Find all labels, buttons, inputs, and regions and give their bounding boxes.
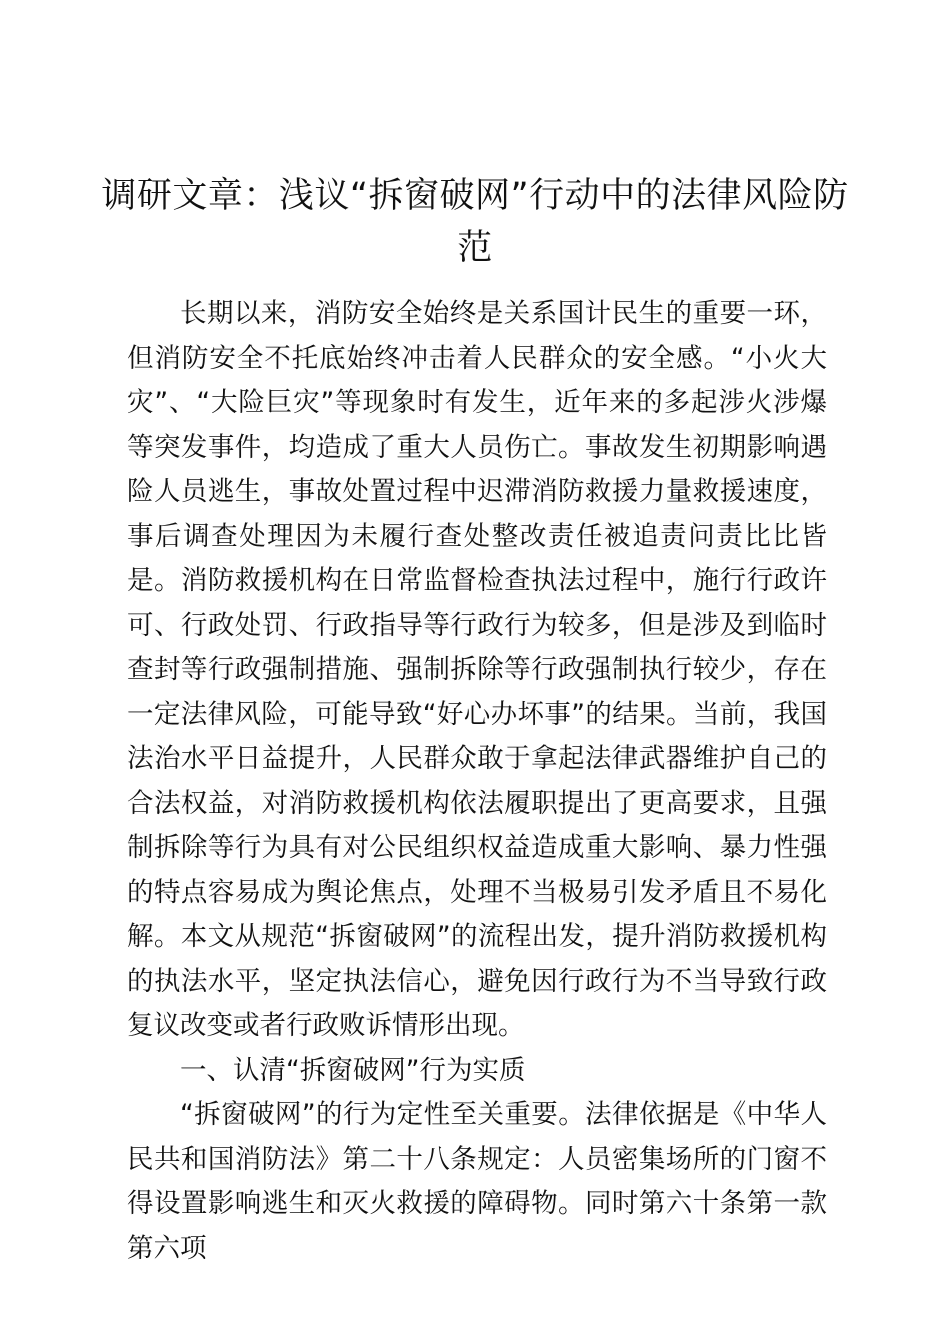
document-body — [127, 292, 827, 1271]
document-title: 调研文章：浅议“拆窗破网”行动中的法律风险防范 — [101, 176, 849, 268]
section-paragraph: “拆窗破网”的行为定性至关重要。法律依据是《中华人民共和国消防法》第二十八条规定：人员密集场所的门窗不得设置影响逃生和灭火救援的障碍物。同时第六十条第一款第六项 — [127, 1099, 827, 1264]
section-heading: 一、认清“拆窗破网”行为实质 — [180, 1054, 526, 1086]
intro-paragraph: 长期以来，消防安全始终是关系国计民生的重要一环，但消防安全不托底始终冲击着人民群众的安全感。“小火大灾”、“大险巨灾”等现象时有发生，近年来的多起涉火涉爆等突发事件，均造成了重大人员伤亡。事故发生初期影响遇险人员逃生，事故处置过程中迟滞消防救援力量救援速度，事后调查处理因为未履行查处整改责任被追责问责比比皆是。消防救援机构在日常监督检查执法过程中，施行行政许可、行政处罚、行政指导等行政行为较多，但是涉及到临时查封等行政强制措施、强制拆除等行政强制执行较少，存在一定法律风险，可能导致“好心办坏事”的结果。当前，我国法治水平日益提升，人民群众敢于拿起法律武器维护自己的合法权益，对消防救援机构依法履职提出了更高要求，且强制拆除等行为具有对公民组织权益造成重大影响、暴力性强的特点容易成为舆论焦点，处理不当极易引发矛盾且不易化解。本文从规范“拆窗破网”的流程出发，提升消防救援机构的执法水平，坚定执法信心，避免因行政行为不当导致行政复议改变或者行政败诉情形出现。 — [127, 298, 827, 1041]
